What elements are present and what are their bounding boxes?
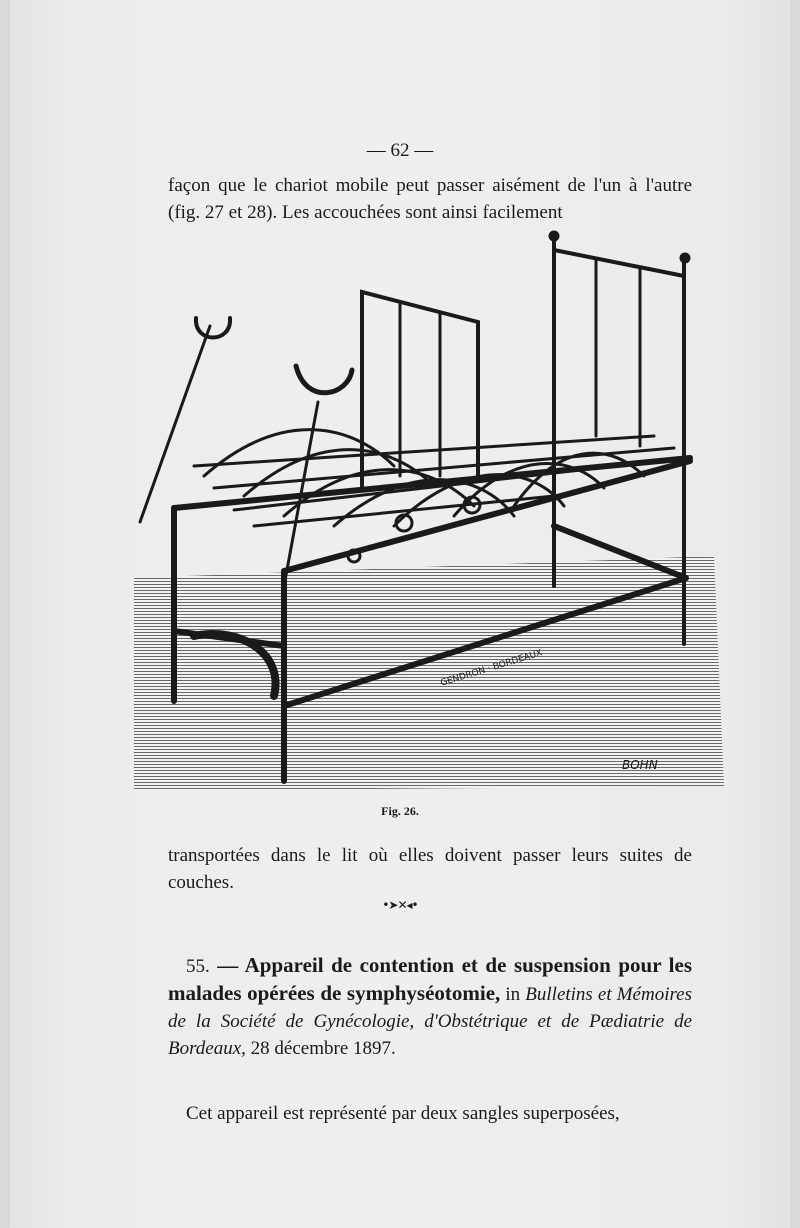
entry-title: — Appareil de contention et de suspension pour les malades opérées de symphyséotomie, [168,953,692,1005]
bed-engraving-figure [134,226,726,796]
section-ornament: •➤✕◂• [382,898,418,912]
page-number: — 62 — [366,140,434,161]
entry-journal: Bulletins et Mémoires de la Société de Gynécologie, d'Obstétrique et de Pædiatrie de Bordeaux, [168,984,692,1059]
entry-in-word: in [505,984,521,1005]
frame-inscription: GENDRON · BORDEAUX [439,648,544,689]
chariot-backrest [362,292,478,486]
bibliography-entry [168,952,692,1062]
paragraph-last: Cet appareil est représenté par deux sangles superposées, [186,1103,620,1124]
entry-number: 55. [186,956,210,977]
leg-support-left [140,318,230,522]
paragraph-top: façon que le chariot mobile peut passer aisément de l'un à l'autre (fig. 27 et 28). Les accouchées sont ainsi facilement [168,175,692,223]
paragraph-after-figure: transportées dans le lit où elles doivent passer leurs suites de couches. [168,845,692,893]
headboard-knob-left [549,231,559,241]
entry-date: 28 décembre 1897. [250,1038,396,1059]
figure-caption: Fig. 26. [381,804,419,818]
engraver-signature: BOHN [622,758,658,772]
headboard-knob-right [680,253,690,263]
